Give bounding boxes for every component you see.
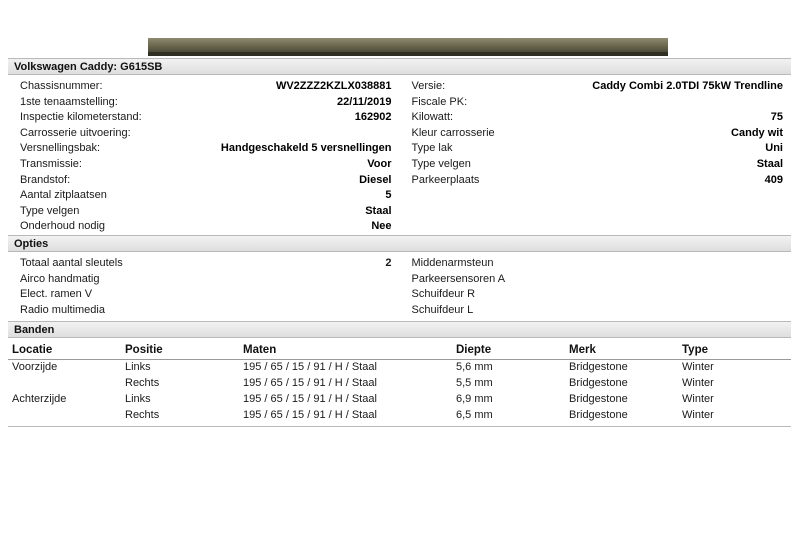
cell-locatie (8, 408, 121, 424)
option-row (412, 256, 784, 272)
options-section-header (8, 235, 791, 252)
spec-value: Handgeschakeld 5 versnellingen (220, 142, 392, 155)
column-header-positie: Positie (121, 342, 239, 360)
option-label: Parkeersensoren A (411, 272, 506, 285)
spec-value: Nee (371, 220, 392, 233)
option-row (412, 303, 784, 319)
spec-row (20, 204, 392, 220)
vehicle-photo (8, 16, 791, 56)
spec-row (412, 79, 784, 95)
spec-label: Inspectie kilometerstand: (20, 111, 142, 124)
cell-maten: 195 / 65 / 15 / 91 / H / Staal (243, 409, 377, 422)
spec-row (20, 95, 392, 111)
tyres-table-body (8, 360, 791, 425)
spec-value: 162902 (354, 111, 392, 124)
options-section (8, 252, 791, 321)
spec-row (412, 126, 784, 142)
spec-row (20, 157, 392, 173)
spec-label: 1ste tenaamstelling: (20, 95, 118, 108)
spec-value: Caddy Combi 2.0TDI 75kW Trendline (592, 80, 783, 92)
spec-row (20, 126, 392, 142)
table-row (8, 392, 791, 408)
cell-diepte: 5,6 mm (456, 361, 493, 374)
spec-label: Versie: (411, 80, 446, 92)
spec-value: Uni (765, 142, 783, 155)
spec-row (412, 141, 784, 157)
vehicle-report (8, 16, 791, 427)
spec-label: Versnellingsbak: (20, 142, 101, 155)
spec-value: Candy wit (731, 126, 783, 139)
spec-label: Parkeerplaats (411, 173, 480, 186)
option-label: Airco handmatig (20, 272, 100, 285)
spec-label: Kleur carrosserie (411, 126, 495, 139)
report-title-bar (8, 58, 791, 75)
cell-merk: Bridgestone (569, 361, 628, 374)
spec-value: 409 (764, 173, 783, 186)
specifications-left-column (8, 79, 400, 235)
spec-row (20, 188, 392, 204)
column-header-maten: Maten (239, 342, 452, 360)
spec-row (20, 141, 392, 157)
cell-locatie (8, 376, 121, 392)
tyres-heading: Banden (14, 324, 55, 337)
spec-value: Staal (756, 157, 783, 170)
spec-value: Staal (365, 204, 392, 217)
spec-value: Voor (367, 157, 392, 170)
table-row (8, 360, 791, 377)
column-header-merk: Merk (565, 342, 678, 360)
cell-locatie: Voorzijde (12, 361, 58, 374)
cell-maten: 195 / 65 / 15 / 91 / H / Staal (243, 393, 377, 406)
spec-row (20, 79, 392, 95)
option-label: Elect. ramen V (20, 288, 93, 301)
spec-value: WV2ZZZ2KZLX038881 (275, 80, 392, 92)
spec-label: Type velgen (20, 204, 80, 217)
spec-value: 5 (385, 189, 392, 202)
cell-merk: Bridgestone (569, 377, 628, 390)
option-row (20, 287, 392, 303)
specifications-right-column (400, 79, 792, 235)
cell-merk: Bridgestone (569, 409, 628, 422)
cell-type: Winter (682, 361, 714, 374)
spec-row (20, 110, 392, 126)
page-title: Volkswagen Caddy: G615SB (14, 61, 163, 73)
option-row (412, 272, 784, 288)
spec-label: Transmissie: (20, 157, 82, 170)
table-row (8, 376, 791, 392)
options-left-column (8, 256, 400, 318)
cell-locatie: Achterzijde (12, 393, 67, 406)
cell-positie: Rechts (125, 377, 160, 390)
spec-row (412, 95, 784, 111)
spec-row (20, 219, 392, 235)
spec-row (412, 157, 784, 173)
spec-label: Type lak (411, 142, 453, 155)
option-row (20, 256, 392, 272)
cell-diepte: 5,5 mm (456, 377, 493, 390)
spec-label: Chassisnummer: (20, 80, 103, 92)
spec-label: Carrosserie uitvoering: (20, 126, 131, 139)
spec-label: Aantal zitplaatsen (20, 189, 107, 202)
options-right-column (400, 256, 792, 318)
table-row (8, 408, 791, 424)
option-label: Totaal aantal sleutels (20, 256, 123, 269)
vehicle-photo-image (148, 38, 668, 56)
option-label: Schuifdeur R (411, 288, 476, 301)
cell-diepte: 6,5 mm (456, 409, 493, 422)
option-row (412, 287, 784, 303)
option-label: Schuifdeur L (411, 303, 474, 316)
option-value: 2 (385, 256, 392, 269)
cell-positie: Rechts (125, 409, 160, 422)
cell-merk: Bridgestone (569, 393, 628, 406)
spec-label: Type velgen (411, 157, 471, 170)
cell-type: Winter (682, 409, 714, 422)
specifications-section (8, 75, 791, 235)
spec-row (412, 173, 784, 189)
option-row (20, 303, 392, 319)
spec-label: Kilowatt: (411, 111, 454, 124)
cell-type: Winter (682, 377, 714, 390)
spec-value: Diesel (359, 173, 392, 186)
spec-label: Onderhoud nodig (20, 220, 106, 233)
table-header-row (8, 342, 791, 360)
column-header-diepte: Diepte (452, 342, 565, 360)
cell-positie: Links (125, 393, 151, 406)
tyres-section-header (8, 321, 791, 338)
column-header-type: Type (678, 342, 791, 360)
tyres-table-head (8, 342, 791, 360)
spec-value: 22/11/2019 (337, 95, 392, 108)
spec-row (412, 110, 784, 126)
cell-type: Winter (682, 393, 714, 406)
cell-positie: Links (125, 361, 151, 374)
spec-label: Fiscale PK: (411, 95, 468, 108)
option-row (20, 272, 392, 288)
tyres-table (8, 342, 791, 424)
option-label: Middenarmsteun (411, 256, 494, 269)
option-label: Radio multimedia (20, 303, 105, 316)
cell-diepte: 6,9 mm (456, 393, 493, 406)
spec-value: 75 (770, 111, 783, 124)
cell-maten: 195 / 65 / 15 / 91 / H / Staal (243, 377, 377, 390)
spec-label: Brandstof: (20, 173, 71, 186)
section-divider (8, 426, 791, 427)
cell-maten: 195 / 65 / 15 / 91 / H / Staal (243, 361, 377, 374)
options-heading: Opties (14, 237, 49, 250)
spec-row (20, 173, 392, 189)
column-header-locatie: Locatie (8, 342, 121, 360)
